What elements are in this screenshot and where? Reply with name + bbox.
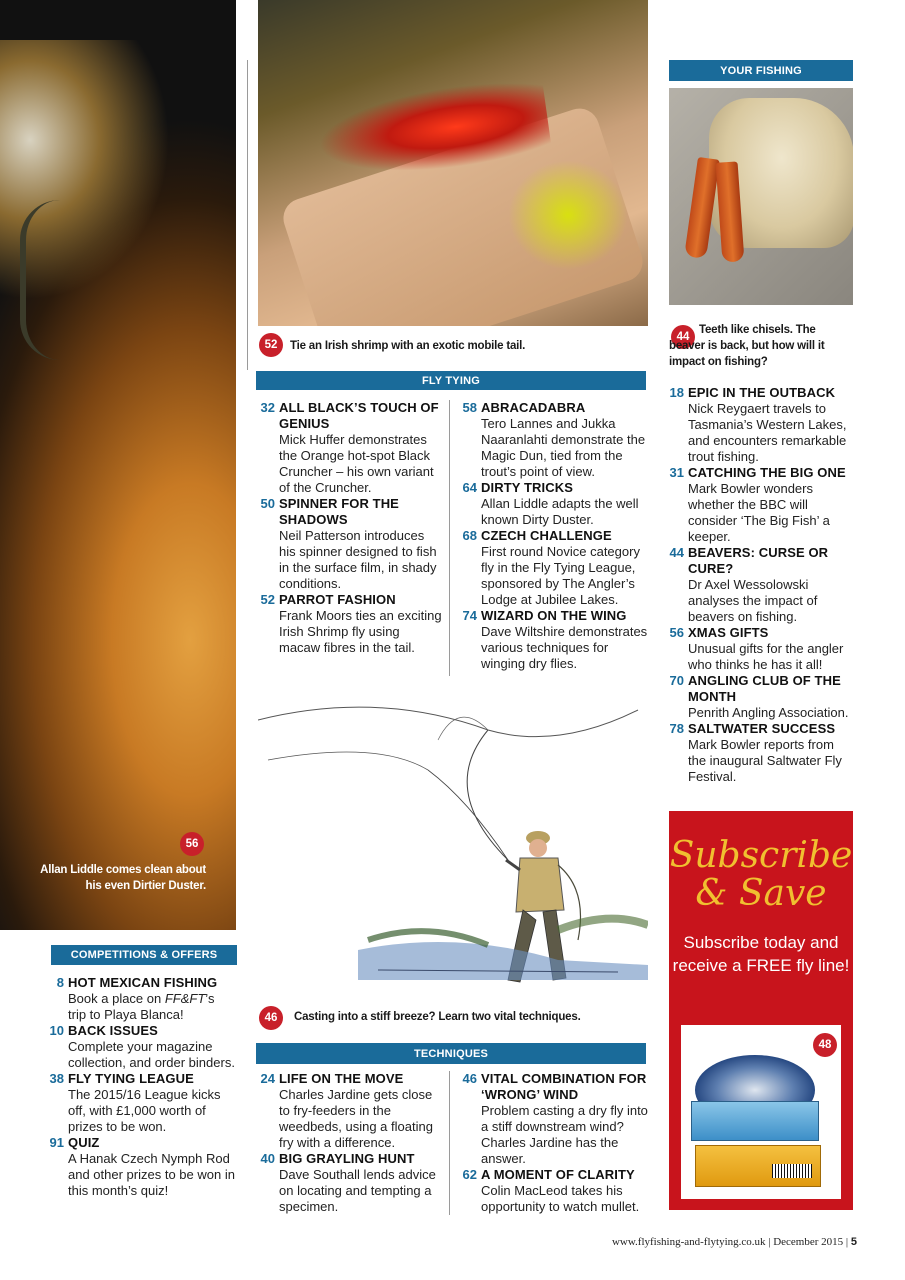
section-header-competitions: COMPETITIONS & OFFERS (51, 945, 237, 965)
entry-body (68, 1023, 235, 1071)
your-fishing-list (665, 385, 855, 785)
entry-title: FLY TYING LEAGUE (68, 1071, 194, 1086)
entry-page-number: 10 (49, 1023, 64, 1038)
entry-body (481, 480, 648, 528)
techniques-list-right (458, 1071, 648, 1215)
dirty-duster-photo (0, 0, 236, 930)
entry-page-number: 78 (669, 721, 684, 736)
entry-description: Tero Lannes and Jukka Naaranlahti demonstrate the Magic Dun, tied from the trout’s point of view. (481, 416, 646, 479)
entry-body (481, 1167, 648, 1215)
contents-entry[interactable] (458, 528, 648, 608)
entry-page-number: 50 (260, 496, 275, 511)
entry-body (68, 975, 235, 1023)
fly-tying-list-right (458, 400, 648, 672)
contents-entry[interactable] (45, 1071, 235, 1135)
competitions-list (45, 975, 235, 1199)
entry-description: Colin MacLeod takes his opportunity to watch mullet. (481, 1183, 640, 1214)
entry-description: The 2015/16 League kicks off, with £1,000 worth of prizes to be won. (68, 1087, 221, 1134)
irish-shrimp-caption: Tie an Irish shrimp with an exotic mobile tail. (290, 340, 526, 352)
entry-page-number: 32 (260, 400, 275, 415)
contents-entry[interactable] (45, 1135, 235, 1199)
entry-description: Complete your magazine collection, and order binders. (68, 1039, 235, 1070)
entry-page-number: 64 (462, 480, 477, 495)
entry-page-number: 56 (669, 625, 684, 640)
entry-description: Allan Liddle adapts the well known Dirty Duster. (481, 496, 639, 527)
entry-description: Neil Patterson introduces his spinner designed to fish in the surface film, in shady conditions. (279, 528, 437, 591)
entry-page-number: 18 (669, 385, 684, 400)
page-badge-48: 48 (813, 1033, 837, 1057)
entry-title: CATCHING THE BIG ONE (688, 465, 846, 480)
entry-description: Dr Axel Wessolowski analyses the impact of beavers on fishing. (688, 577, 818, 624)
subscribe-script-line1: Subscribe (669, 835, 853, 876)
entry-title: HOT MEXICAN FISHING (68, 975, 218, 990)
page-badge-46: 46 (259, 1006, 283, 1030)
entry-body (279, 1071, 442, 1151)
contents-entry[interactable] (256, 592, 442, 656)
entry-title: CZECH CHALLENGE (481, 528, 612, 543)
entry-description: Dave Southall lends advice on locating and tempting a specimen. (279, 1167, 436, 1214)
section-header-fly-tying: FLY TYING (256, 371, 646, 390)
entry-page-number: 52 (260, 592, 275, 607)
entry-body (279, 1151, 442, 1215)
contents-entry[interactable] (458, 1167, 648, 1215)
entry-page-number: 40 (260, 1151, 275, 1166)
entry-description (68, 991, 235, 1023)
entry-description-part: ’s trip to Playa Blanca! (68, 991, 215, 1022)
entry-body (279, 592, 442, 656)
entry-description: Charles Jardine gets close to fry-feeders in the weedbeds, using a floating fry with a difference. (279, 1087, 433, 1150)
contents-entry[interactable] (665, 721, 855, 785)
entry-title: ALL BLACK’S TOUCH OF GENIUS (279, 400, 439, 431)
entry-title: BEAVERS: CURSE OR CURE? (688, 545, 829, 576)
subscribe-script-title (669, 837, 853, 913)
section-header-your-fishing: YOUR FISHING (669, 60, 853, 81)
contents-entry[interactable] (45, 975, 235, 1023)
entry-description: Mark Bowler wonders whether the BBC will consider ‘The Big Fish’ a keeper. (688, 481, 830, 544)
beaver-caption: Teeth like chisels. The beaver is back, but how will it impact on fishing? (669, 324, 825, 368)
entry-title: QUIZ (68, 1135, 100, 1150)
entry-title: DIRTY TRICKS (481, 480, 573, 495)
entry-title: WIZARD ON THE WING (481, 608, 627, 623)
entry-title: EPIC IN THE OUTBACK (688, 385, 836, 400)
entry-description: Penrith Angling Association. (688, 705, 849, 720)
entry-body (481, 608, 648, 672)
contents-entry[interactable] (665, 673, 855, 721)
contents-entry[interactable] (458, 400, 648, 480)
entry-description-part: Book a place on (68, 991, 165, 1006)
entry-body (688, 673, 855, 721)
techniques-list-left (256, 1071, 442, 1215)
entry-title: VITAL COMBINATION FOR ‘WRONG’ WIND (481, 1071, 647, 1102)
entry-description: Frank Moors ties an exciting Irish Shrimp fly using macaw fibres in the tail. (279, 608, 442, 655)
subscribe-script-line2: & Save (695, 873, 827, 914)
entry-body (688, 465, 855, 545)
entry-page-number: 31 (669, 465, 684, 480)
entry-title: A MOMENT OF CLARITY (481, 1167, 635, 1182)
beaver-skull-photo (669, 88, 853, 305)
entry-description: A Hanak Czech Nymph Rod and other prizes to be won in this month’s quiz! (68, 1151, 235, 1198)
entry-page-number: 68 (462, 528, 477, 543)
footer-separator: | (843, 1236, 851, 1248)
entry-body (68, 1135, 235, 1199)
entry-body (279, 400, 442, 496)
page-number: 5 (850, 1236, 857, 1248)
entry-description: Mick Huffer demonstrates the Orange hot-spot Black Cruncher – his own variant of the Cruncher. (279, 432, 434, 495)
contents-entry[interactable] (458, 608, 648, 672)
fly-line-product-photo (681, 1025, 841, 1199)
contents-entry[interactable] (256, 496, 442, 592)
entry-page-number: 46 (462, 1071, 477, 1086)
entry-body (688, 721, 855, 785)
page-badge-56: 56 (180, 832, 204, 856)
footer-url[interactable]: www.flyfishing-and-flytying.co.uk (611, 1236, 766, 1248)
column-divider (247, 60, 248, 370)
page-badge-52: 52 (259, 333, 283, 357)
entry-description: Problem casting a dry fly into a stiff downstream wind? Charles Jardine has the answer. (481, 1103, 648, 1166)
entry-description: Nick Reygaert travels to Tasmania’s Western Lakes, and encounters remarkable trout fishing. (688, 401, 847, 464)
entry-body (688, 625, 855, 673)
entry-page-number: 62 (462, 1167, 477, 1182)
entry-description: Unusual gifts for the angler who thinks he has it all! (688, 641, 844, 672)
dirty-duster-caption: Allan Liddle comes clean about his even Dirtier Duster. (40, 864, 206, 892)
fly-tying-list-left (256, 400, 442, 656)
entry-description-emphasis: FF&FT (164, 991, 206, 1006)
entry-title: BIG GRAYLING HUNT (279, 1151, 415, 1166)
subscribe-promo[interactable] (669, 811, 853, 1210)
entry-title: ANGLING CLUB OF THE MONTH (688, 673, 841, 704)
entry-title: ABRACADABRA (481, 400, 586, 415)
entry-body (481, 528, 648, 608)
entry-body (481, 400, 648, 480)
entry-page-number: 38 (49, 1071, 64, 1086)
page-badge-44: 44 (671, 325, 695, 349)
entry-title: SALTWATER SUCCESS (688, 721, 836, 736)
entry-title: LIFE ON THE MOVE (279, 1071, 404, 1086)
entry-description: Dave Wiltshire demonstrates various techniques for winging dry flies. (481, 624, 648, 671)
contents-entry[interactable] (665, 465, 855, 545)
subscribe-text: Subscribe today and receive a FREE fly line! (672, 933, 850, 975)
irish-shrimp-photo (258, 0, 648, 326)
footer-separator: | (765, 1236, 774, 1248)
contents-entry[interactable] (256, 1151, 442, 1215)
entry-body (688, 545, 855, 625)
casting-caption: Casting into a stiff breeze? Learn two vital techniques. (294, 1011, 581, 1023)
column-divider (449, 1071, 450, 1215)
entry-title: BACK ISSUES (68, 1023, 158, 1038)
contents-entry[interactable] (256, 400, 442, 496)
footer-issue: December 2015 (773, 1236, 844, 1248)
contents-entry[interactable] (665, 545, 855, 625)
contents-entry[interactable] (458, 480, 648, 528)
entry-description: Mark Bowler reports from the inaugural Saltwater Fly Festival. (688, 737, 842, 784)
contents-entry[interactable] (458, 1071, 648, 1167)
entry-page-number: 24 (260, 1071, 275, 1086)
entry-page-number: 58 (462, 400, 477, 415)
entry-body (481, 1071, 648, 1167)
section-header-techniques: TECHNIQUES (256, 1043, 646, 1064)
entry-page-number: 8 (56, 975, 64, 990)
contents-entry[interactable] (45, 1023, 235, 1071)
entry-body (279, 496, 442, 592)
entry-page-number: 44 (669, 545, 684, 560)
contents-entry[interactable] (665, 385, 855, 465)
column-divider (449, 400, 450, 676)
entry-page-number: 70 (669, 673, 684, 688)
entry-page-number: 91 (49, 1135, 64, 1150)
entry-page-number: 74 (462, 608, 477, 623)
entry-body (68, 1071, 235, 1135)
casting-sketch (258, 680, 648, 1000)
entry-title: PARROT FASHION (279, 592, 396, 607)
entry-title: XMAS GIFTS (688, 625, 769, 640)
contents-entry[interactable] (256, 1071, 442, 1151)
entry-title: SPINNER FOR THE SHADOWS (279, 496, 399, 527)
contents-entry[interactable] (665, 625, 855, 673)
entry-body (688, 385, 855, 465)
entry-description: First round Novice category fly in the Fly Tying League, sponsored by The Angler’s Lodge at Jubilee Lakes. (481, 544, 640, 607)
page-footer (612, 1236, 857, 1248)
